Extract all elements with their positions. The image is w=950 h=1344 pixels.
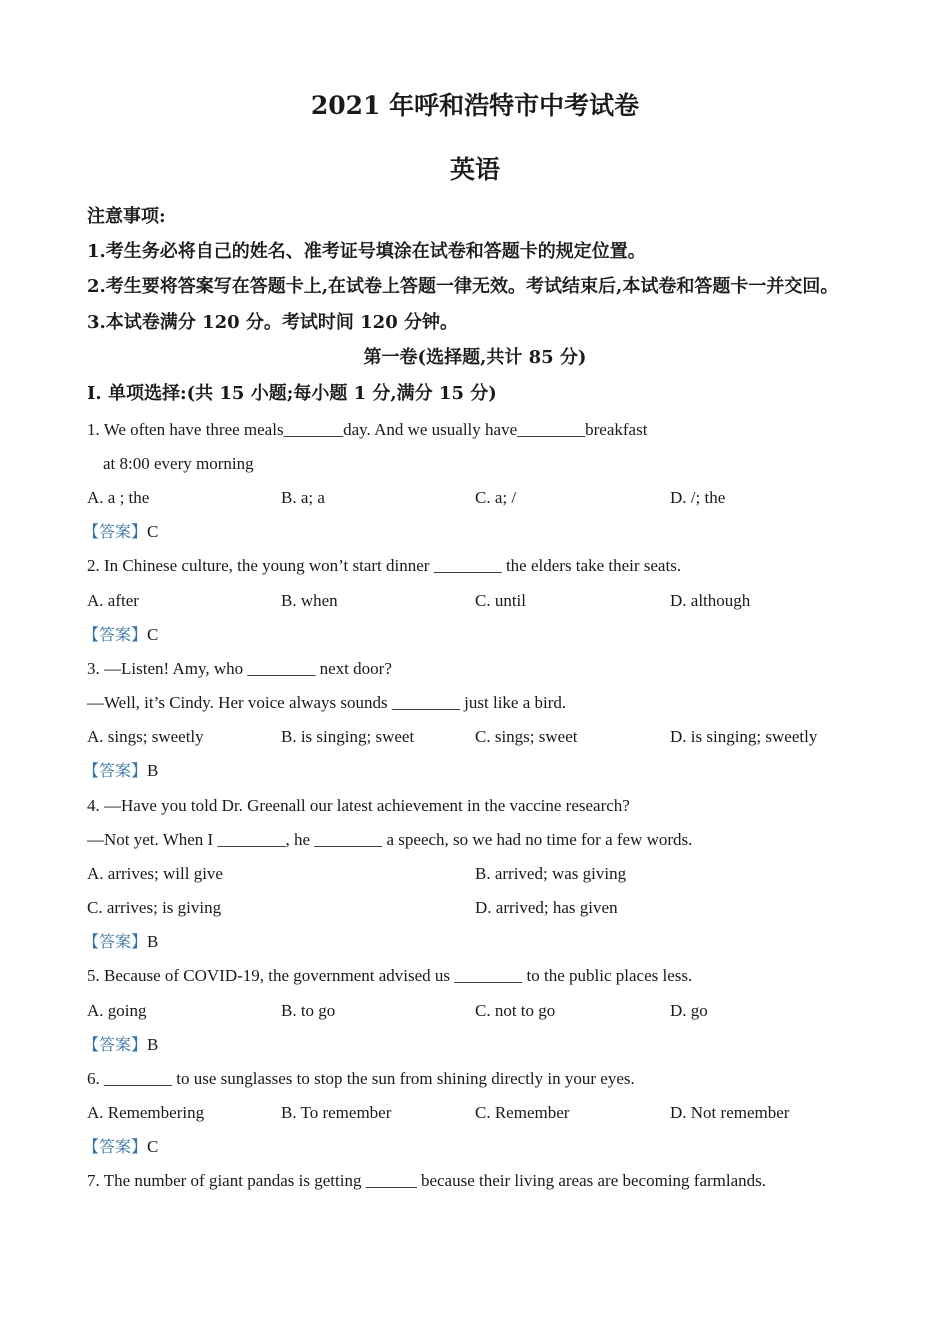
option-a: A. arrives; will give — [87, 864, 223, 883]
option-c: C. a; / — [475, 488, 517, 507]
question-stem: 2. In Chinese culture, the young won’t start dinner ________ the elders take their seats. — [87, 556, 682, 575]
answer-value: B — [147, 932, 159, 951]
question-stem: 3. —Listen! Amy, who ________ next door? — [87, 659, 392, 678]
answer-line — [83, 624, 158, 646]
answer-label: 【答案】 — [83, 932, 148, 951]
notice-heading: 注意事项: — [87, 206, 166, 227]
answer-value: B — [147, 1035, 159, 1054]
part-title: 第一卷(选择题,共计 85 分) — [363, 347, 587, 368]
question-stem: 4. —Have you told Dr. Greenall our latest achievement in the vaccine research? — [87, 796, 630, 815]
question-stem-continued: at 8:00 every morning — [103, 454, 254, 473]
option-a: A. sings; sweetly — [87, 727, 204, 746]
question-stem-continued: —Not yet. When I ________, he ________ a speech, so we had no time for a few words. — [87, 830, 693, 849]
answer-label: 【答案】 — [83, 625, 148, 644]
option-a: A. a ; the — [87, 488, 150, 507]
answer-value: B — [147, 761, 159, 780]
option-c: C. arrives; is giving — [87, 898, 222, 917]
answer-line — [83, 1034, 158, 1056]
option-d: D. is singing; sweetly — [670, 727, 818, 746]
notice-item: 1.考生务必将自己的姓名、准考证号填涂在试卷和答题卡的规定位置。 — [87, 241, 646, 262]
answer-line — [83, 1136, 158, 1158]
option-b: B. arrived; was giving — [475, 864, 627, 883]
option-c: C. until — [475, 591, 527, 610]
option-b: B. a; a — [281, 488, 325, 507]
option-b: B. when — [281, 591, 338, 610]
option-a: A. after — [87, 591, 139, 610]
option-d: D. arrived; has given — [475, 898, 618, 917]
answer-line — [83, 521, 158, 543]
answer-label: 【答案】 — [83, 1137, 148, 1156]
option-c: C. Remember — [475, 1103, 570, 1122]
question-stem: 7. The number of giant pandas is getting ______ because their living areas are becoming farmlands. — [87, 1171, 767, 1190]
option-b: B. is singing; sweet — [281, 727, 415, 746]
notice-item: 3.本试卷满分 120 分。考试时间 120 分钟。 — [87, 312, 459, 333]
option-d: D. go — [670, 1001, 708, 1020]
answer-label: 【答案】 — [83, 1035, 148, 1054]
answer-value: C — [147, 625, 159, 644]
exam-title: 2021 年呼和浩特市中考试卷 — [310, 91, 640, 120]
option-d: D. Not remember — [670, 1103, 790, 1122]
answer-label: 【答案】 — [83, 761, 148, 780]
answer-line — [83, 931, 158, 953]
answer-line — [83, 760, 158, 782]
answer-value: C — [147, 522, 159, 541]
option-a: A. going — [87, 1001, 147, 1020]
subject-title: 英语 — [449, 155, 500, 184]
option-b: B. to go — [281, 1001, 336, 1020]
answer-value: C — [147, 1137, 159, 1156]
question-stem: 5. Because of COVID-19, the government advised us ________ to the public places less. — [87, 966, 693, 985]
option-a: A. Remembering — [87, 1103, 205, 1122]
notice-item: 2.考生要将答案写在答题卡上,在试卷上答题一律无效。考试结束后,本试卷和答题卡一并交回。 — [87, 276, 839, 297]
option-d: D. although — [670, 591, 751, 610]
answer-label: 【答案】 — [83, 522, 148, 541]
question-stem: 1. We often have three meals_______day. And we usually have________breakfast — [87, 420, 648, 439]
section-title: I. 单项选择:(共 15 小题;每小题 1 分,满分 15 分) — [87, 383, 497, 404]
option-c: C. sings; sweet — [475, 727, 578, 746]
option-c: C. not to go — [475, 1001, 556, 1020]
question-stem-continued: —Well, it’s Cindy. Her voice always sounds ________ just like a bird. — [87, 693, 567, 712]
option-d: D. /; the — [670, 488, 726, 507]
question-stem: 6. ________ to use sunglasses to stop the sun from shining directly in your eyes. — [87, 1069, 635, 1088]
option-b: B. To remember — [281, 1103, 392, 1122]
